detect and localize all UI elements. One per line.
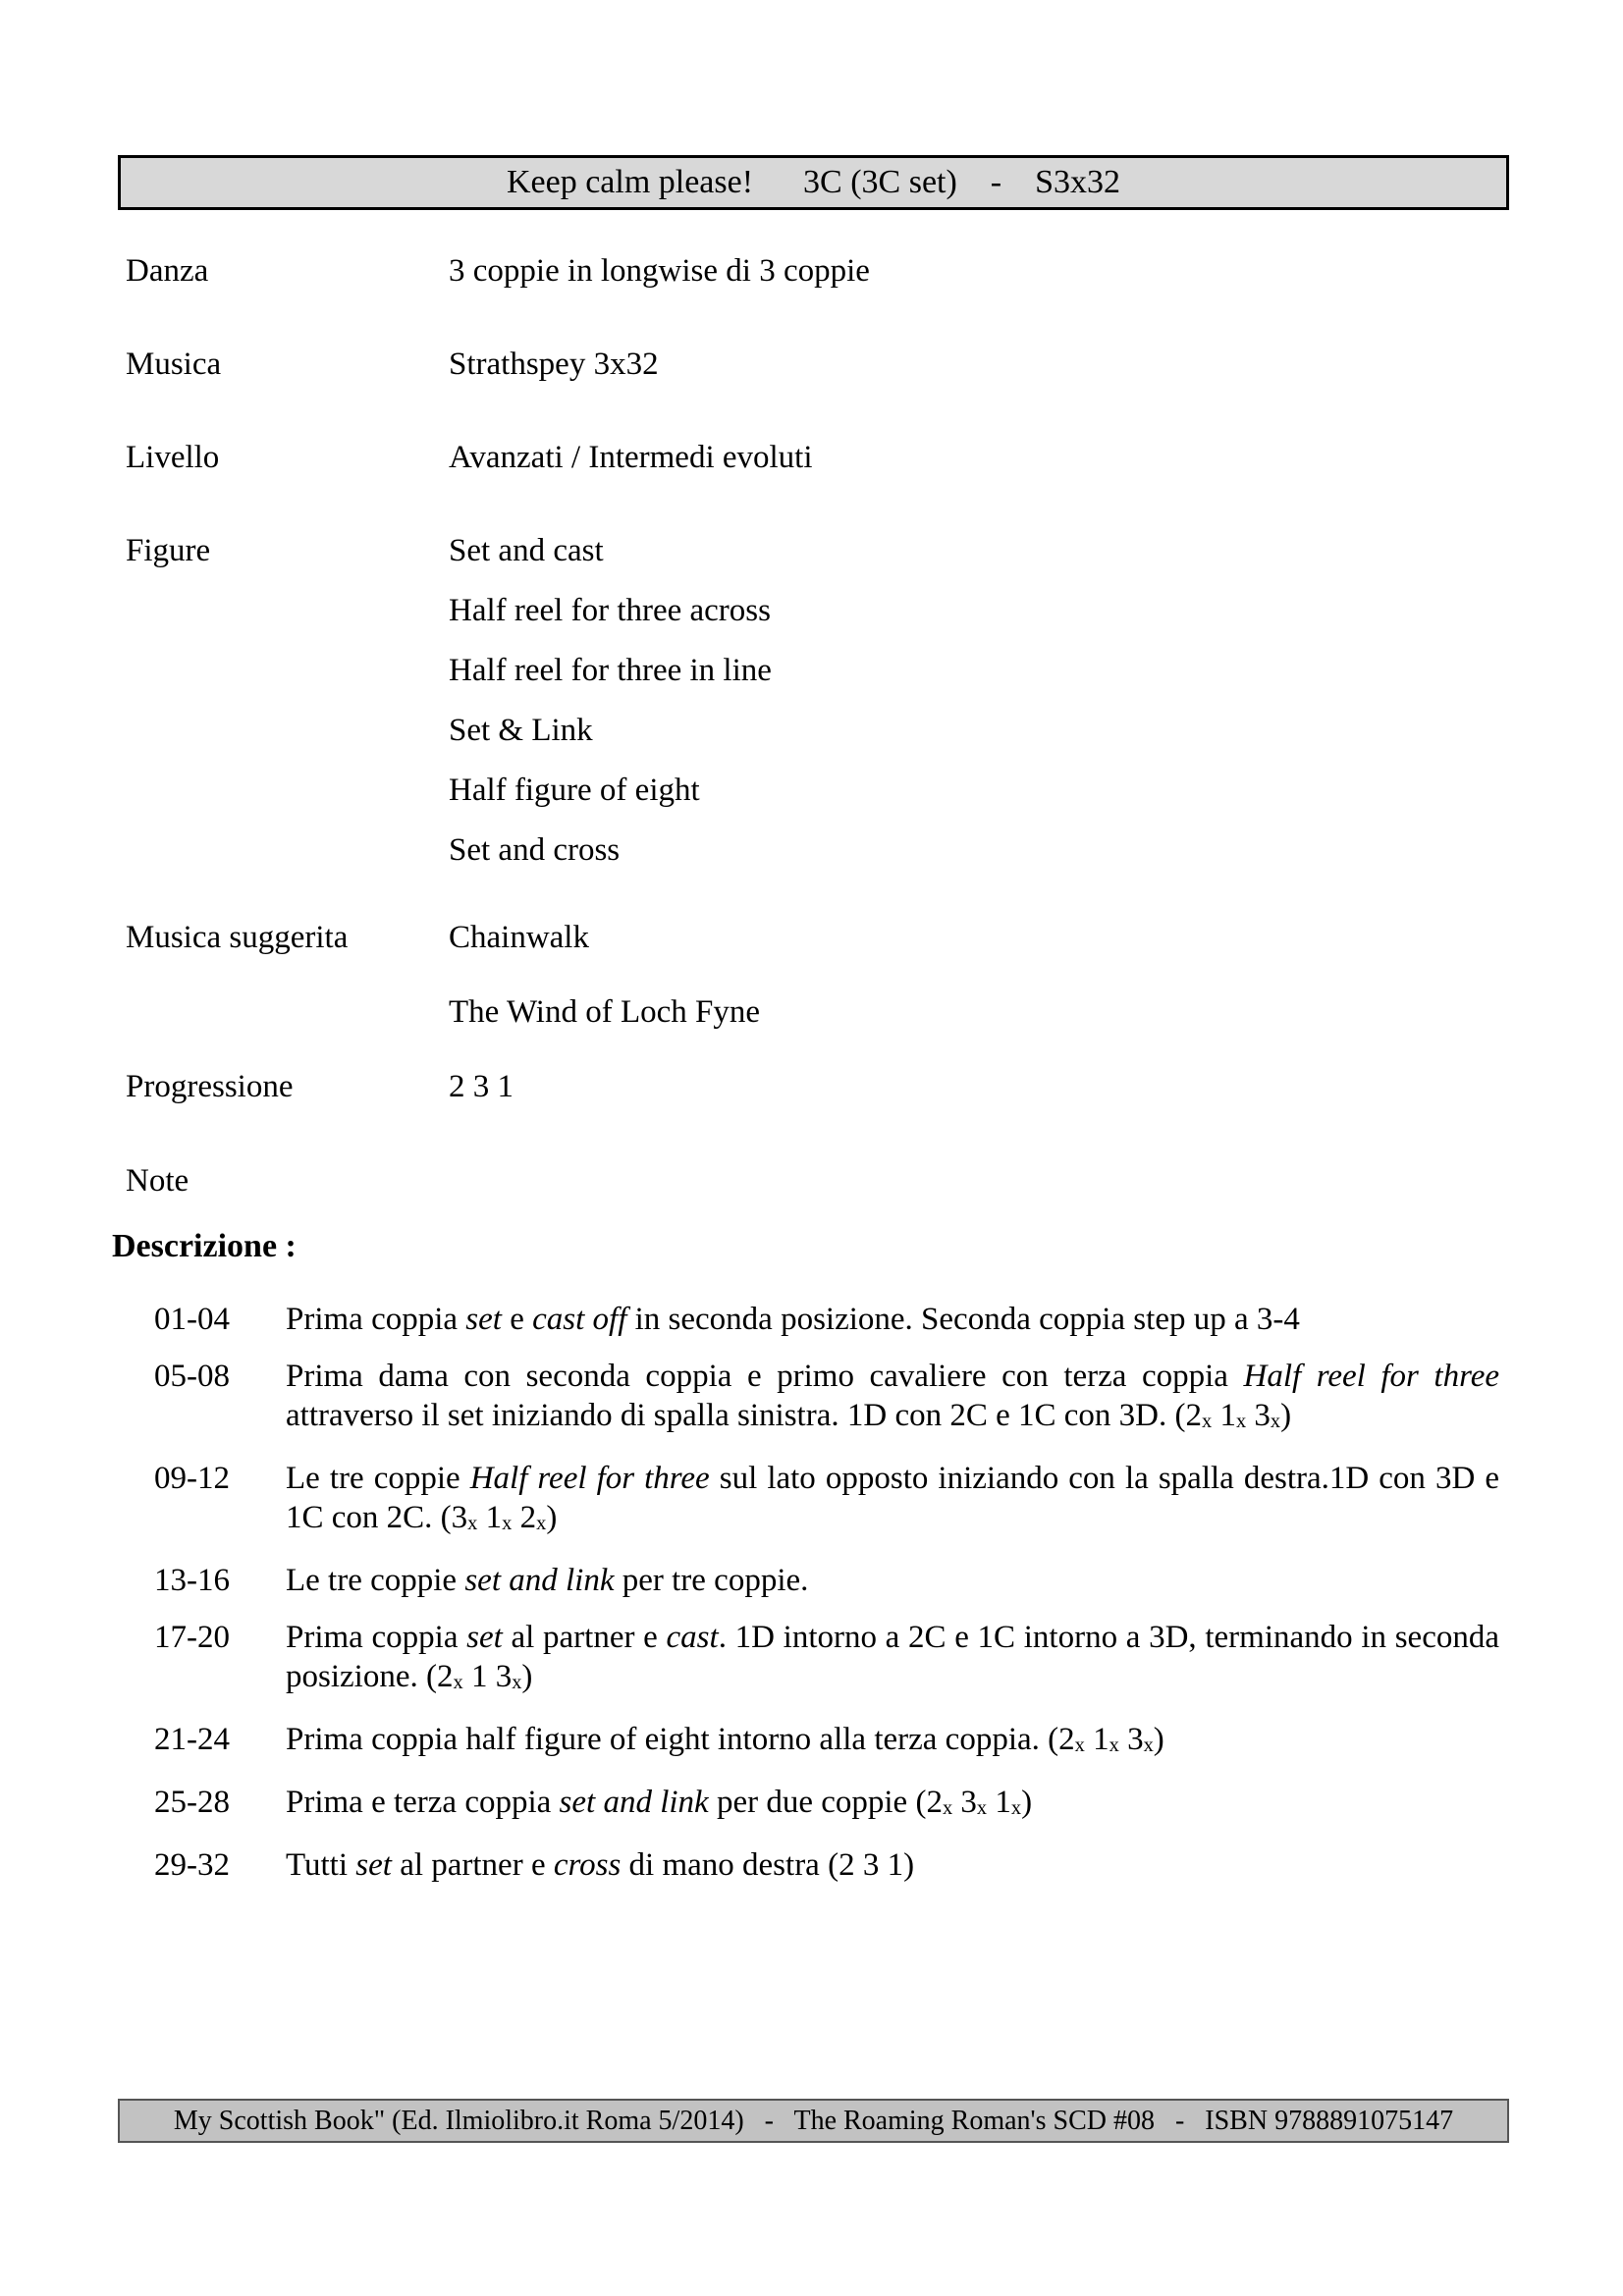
field-value-note	[449, 1161, 1505, 1201]
suggested-music-list	[449, 918, 1505, 1067]
description-text: Prima e terza coppia set and link per due coppie (2x 3x 1x)	[286, 1785, 1033, 1821]
footer-bar	[118, 2099, 1509, 2143]
description-row	[154, 1783, 1499, 1828]
field-value-musica: Strathspey 3x32	[449, 347, 659, 382]
description-text: Prima coppia half figure of eight intorno alla terza coppia. (2x 1x 3x)	[286, 1722, 1164, 1758]
figure-list	[449, 531, 1505, 870]
bars-range: 05-08	[154, 1359, 230, 1394]
figure-item: Set & Link	[449, 713, 593, 748]
description-row	[154, 1459, 1499, 1543]
field-label-danza: Danza	[126, 253, 209, 289]
description-section	[154, 1300, 1499, 1885]
description-heading: Descrizione :	[112, 1228, 297, 1264]
description-text: Prima dama con seconda coppia e primo cavaliere con terza coppia Half reel for three attraverso il set iniziando di spalla sinistra. 1D con 2C e 1C con 3D. (2x 1x 3x)	[286, 1359, 1499, 1433]
info-row-musica-suggerita	[126, 918, 1505, 1067]
header-bar	[118, 155, 1509, 210]
bars-range: 25-28	[154, 1785, 230, 1821]
info-row-danza	[126, 251, 1505, 291]
description-row	[154, 1845, 1499, 1885]
music-item: The Wind of Loch Fyne	[449, 994, 760, 1030]
footer-text: My Scottish Book" (Ed. Ilmiolibro.it Roma 5/2014) - The Roaming Roman's SCD #08 - ISBN 9788891075147	[173, 2105, 1454, 2136]
description-text: Tutti set al partner e cross di mano destra (2 3 1)	[286, 1847, 915, 1884]
field-label-note: Note	[126, 1163, 189, 1199]
bars-range: 09-12	[154, 1461, 230, 1497]
info-row-note	[126, 1161, 1505, 1201]
info-row-livello	[126, 438, 1505, 477]
page-title: Keep calm please! 3C (3C set) - S3x32	[506, 164, 1121, 200]
description-row	[154, 1720, 1499, 1765]
figure-item: Set and cross	[449, 832, 621, 868]
description-row	[154, 1561, 1499, 1600]
bars-range: 01-04	[154, 1302, 230, 1337]
figure-item: Half figure of eight	[449, 773, 700, 808]
field-label-progressione: Progressione	[126, 1069, 294, 1104]
figure-item: Set and cast	[449, 533, 604, 568]
figure-item: Half reel for three in line	[449, 653, 772, 688]
field-label-figure: Figure	[126, 533, 211, 568]
bars-range: 29-32	[154, 1847, 230, 1884]
info-row-musica	[126, 345, 1505, 384]
music-item: Chainwalk	[449, 920, 589, 955]
info-section	[0, 251, 1623, 1201]
field-value-progressione: 2 3 1	[449, 1069, 514, 1104]
field-label-musica: Musica	[126, 347, 222, 382]
description-text: Le tre coppie set and link per tre coppie.	[286, 1563, 809, 1599]
bars-range: 13-16	[154, 1563, 230, 1599]
description-text: Prima coppia set al partner e cast. 1D intorno a 2C e 1C intorno a 3D, terminando in seconda posizione. (2x 1 3x)	[286, 1620, 1499, 1695]
field-value-danza: 3 coppie in longwise di 3 coppie	[449, 253, 870, 289]
description-text: Le tre coppie Half reel for three sul lato opposto iniziando con la spalla destra.1D con 3D e 1C con 2C. (3x 1x 2x)	[286, 1461, 1499, 1536]
figure-item: Half reel for three across	[449, 593, 771, 628]
bars-range: 17-20	[154, 1620, 230, 1656]
info-row-progressione	[126, 1067, 1505, 1106]
bars-range: 21-24	[154, 1722, 230, 1758]
field-label-livello: Livello	[126, 440, 220, 475]
description-row	[154, 1618, 1499, 1702]
info-row-figure	[126, 531, 1505, 870]
description-row	[154, 1300, 1499, 1339]
description-text: Prima coppia set e cast off in seconda posizione. Seconda coppia step up a 3-4	[286, 1302, 1300, 1337]
field-label-musica-suggerita: Musica suggerita	[126, 920, 349, 955]
field-value-livello: Avanzati / Intermedi evoluti	[449, 440, 813, 475]
description-row	[154, 1357, 1499, 1441]
